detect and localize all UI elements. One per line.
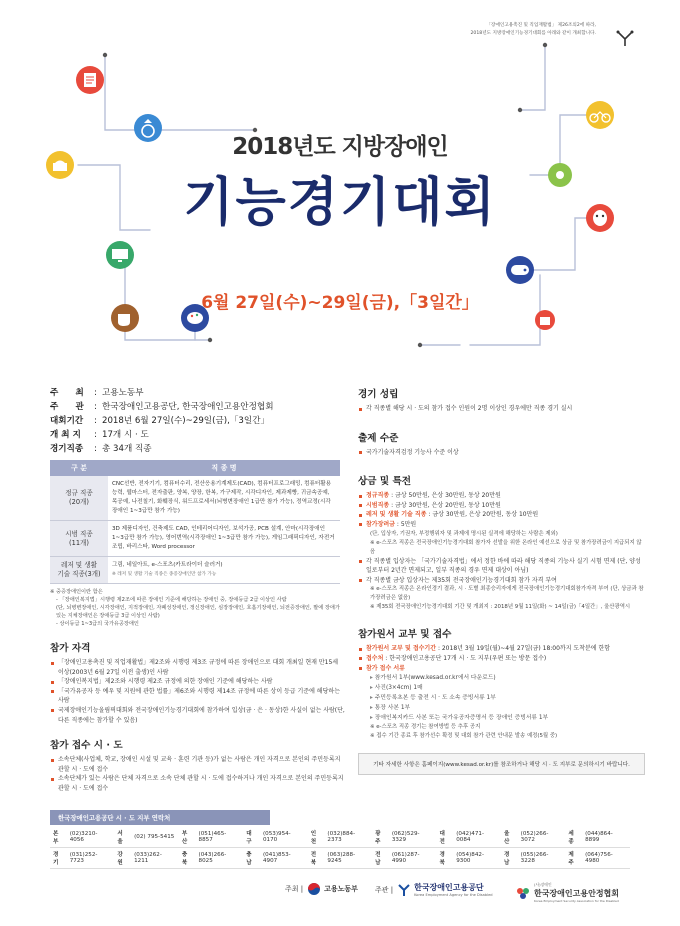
list-item: 국제장애인기능올림픽대회와 전국장애인기능경기대회에 참가하여 입상(금 · 은 · 동상)한 사실이 없는 사람(단, 다른 직종에는 참가할 수 있음) bbox=[50, 706, 345, 725]
left-column bbox=[50, 386, 345, 794]
level-item: 국가기술자격검정 기능사 수준 이상 bbox=[358, 448, 645, 458]
jobs-note: ※ 레저 및 생활 기술 직종은 종증장애인만 참가 가능 bbox=[112, 572, 217, 577]
footer bbox=[0, 870, 680, 910]
contact-region: 광주 bbox=[372, 827, 389, 848]
jobs-table bbox=[50, 460, 340, 584]
contact-phone: (02)3210-4056 bbox=[67, 827, 115, 848]
prize-text: : 금상 30만원, 은상 20만원, 동상 10만원 bbox=[426, 511, 539, 519]
application-item bbox=[358, 644, 645, 654]
contact-region: 경기 bbox=[50, 848, 67, 869]
info-value: 총 34개 직종 bbox=[102, 444, 152, 454]
bag-icon bbox=[535, 310, 555, 330]
list-item: 소속단체(사업체, 학교, 장애인 시설 및 교육 · 훈련 기관 등)가 없는 사람은 개인 자격으로 본인의 주민등록지 관할 시 · 도에 접수 bbox=[50, 755, 345, 774]
prize-sub-note: ※ e-스포츠 직종은 전국장애인기능경기대회 참가자 선발을 위한 온라인 예선으로 상금 및 참가장려금이 지급되지 않음 bbox=[370, 539, 642, 555]
application-item bbox=[358, 664, 645, 674]
venue-title: 참가 접수 시 · 도 bbox=[50, 740, 123, 752]
contact-phone: (053)954-0170 bbox=[260, 827, 308, 848]
triangle-bullet-icon: ▸ bbox=[370, 695, 375, 702]
hero-date: 6월 27일(수)~29일(금),「3일간」 bbox=[201, 293, 479, 313]
contact-phone: (031)252-7723 bbox=[67, 848, 115, 869]
info-row bbox=[50, 428, 345, 442]
prize-sub-note: (단, 입상자, 기권자, 부정행위자 및 과제에 명시된 실격에 해당하는 사람은 제외) bbox=[370, 530, 558, 537]
triangle-bullet-icon: ▸ bbox=[370, 715, 375, 722]
contact-region: 전북 bbox=[308, 848, 325, 869]
info-separator: : bbox=[94, 430, 97, 440]
contact-region: 충북 bbox=[179, 848, 196, 869]
government-emblem-icon bbox=[307, 882, 321, 896]
contact-region: 대전 bbox=[437, 827, 454, 848]
info-key: 경기직종 bbox=[50, 444, 84, 454]
contact-phone: (062)529-3329 bbox=[389, 827, 437, 848]
jobs-names-text: 그림, 네일아트, e-스포츠(카트라이더 슬러거) bbox=[112, 562, 223, 568]
prize-sub-note: ※ e-스포츠 직종은 온라인경기 결과, 시 · 도별 최종승리자에게 전국장애인기능경기대회참가자격 부여 (단, 상금과 참가장려금은 없음) bbox=[370, 586, 644, 602]
contact-phone: (042)471-0084 bbox=[453, 827, 501, 848]
application-note: ※ e-스포츠 직종 경기는 참여방법 등 추후 공지 bbox=[370, 724, 481, 731]
eligibility-title: 참가 자격 bbox=[50, 643, 91, 654]
contact-region: 경북 bbox=[437, 848, 454, 869]
info-row bbox=[50, 442, 345, 456]
contact-region: 부산 bbox=[179, 827, 196, 848]
jobs-names-text: 3D 제품디자인, 건축제도 CAD, 인테리어디자인, 보석가공, PCB 설계, 안마(시각장애인 1~3급만 참가 가능), 영어번역(시각장애인 1~3급만 참가 가능), 게임그래픽디자인, 자전거조립, 바리스타, Word processor bbox=[112, 526, 335, 550]
application-item bbox=[358, 654, 645, 664]
contact-phone: (043)266-8025 bbox=[196, 848, 244, 869]
info-value: 한국장애인고용공단, 한국장애인고용안정협회 bbox=[102, 402, 274, 412]
contact-info-box: 기타 자세한 사항은 홈페이지(www.kesad.or.kr)를 참조하거나 해당 시 · 도 지부로 문의하시기 바랍니다. bbox=[358, 753, 645, 775]
severe-note-item: (단, 뇌병변장애인, 시각장애인, 지적장애인, 자폐성장애인, 정신장애인, 심장장애인, 호흡기장애인, 뇌전증장애인, 팔에 장애가 있는 지체장애인은 장애등급 3급 이상인 사람) bbox=[56, 605, 340, 619]
prize-label: 참가장려금 bbox=[366, 520, 395, 528]
severe-note-item: - 상이등급 1~3급의 국가유공장애인 bbox=[56, 621, 139, 627]
venue-list bbox=[50, 755, 345, 793]
contact-phone: (052)266-3072 bbox=[518, 827, 566, 848]
application-doc bbox=[358, 693, 645, 703]
jobs-category: 정규 직종 (20개) bbox=[50, 476, 108, 521]
prize-label: 시범직종 bbox=[366, 501, 390, 509]
contact-region: 전남 bbox=[372, 848, 389, 869]
application-label: 참가원서 교부 및 접수기간 bbox=[366, 645, 437, 653]
jobs-header-category: 구 분 bbox=[50, 460, 108, 476]
triangle-bullet-icon: ▸ bbox=[370, 705, 375, 712]
prizes-list bbox=[358, 491, 645, 612]
footer-association bbox=[515, 882, 619, 903]
association-logo-icon bbox=[515, 885, 531, 901]
application-doc-text: 주민등록초본 등 출전 시 · 도 소속 증빙서류 1부 bbox=[374, 695, 496, 702]
prize-benefit: 각 직종별 금상 입상자는 제35회 전국장애인기능경기대회 참가 자격 부여 bbox=[358, 576, 645, 586]
info-separator: : bbox=[94, 402, 97, 412]
footer-host bbox=[285, 882, 358, 896]
list-item: 「장애인고용촉진 및 직업재활법」제2조와 시행령 제3조 규정에 따른 장애인으로 대회 개최일 현재 만15세 이상(2003년 6월 27일 이전 출생)인 사람 bbox=[50, 658, 345, 677]
kead-logo-icon bbox=[397, 883, 411, 897]
prize-item bbox=[358, 520, 645, 530]
application-doc-text: 참가원서 1부(www.kesad.or.kr에서 다운로드) bbox=[374, 675, 496, 682]
monitor-icon bbox=[106, 241, 134, 269]
application-doc bbox=[358, 713, 645, 723]
info-value: 2018년 6월 27일(수)~29일(금),「3일간」 bbox=[102, 416, 270, 426]
contact-phone: (02) 795-5415 bbox=[131, 827, 179, 848]
application-doc bbox=[358, 673, 645, 683]
jobs-category: 시범 직종 (11개) bbox=[50, 521, 108, 557]
prize-sub-note: ※ 제35회 전국장애인기능경기대회 기간 및 개최지 : 2018년 9월 11일(화) ~ 14일(금)「4일간」, 울산광역시 bbox=[370, 604, 631, 611]
prizes-title: 상금 및 특전 bbox=[358, 476, 412, 488]
contact-region: 강원 bbox=[114, 848, 131, 869]
application-label: 접수처 bbox=[366, 654, 384, 662]
application-note: ※ 접수 기간 종료 후 참가선수 확정 및 대회 참가 관련 안내문 발송 예정(5월 중) bbox=[370, 733, 558, 740]
prize-item bbox=[358, 491, 645, 501]
info-separator: : bbox=[94, 444, 97, 454]
contact-region: 세종 bbox=[565, 827, 582, 848]
info-value: 17개 시 · 도 bbox=[102, 430, 149, 440]
jobs-names bbox=[108, 476, 340, 521]
hero-subtitle: 2018년도 지방장애인 bbox=[232, 134, 448, 160]
jobs-names-text: CNC선반, 전자기기, 컴퓨터수리, 전산응용기계제도(CAD), 컴퓨터프로그래밍, 컴퓨터활용능력, 웹마스터, 전자출판, 양복, 양장, 한복, 가구제작, 시각디자인, 제과제빵, 귀금속공예, 목공예, 나전칠기, 화훼장식, 워드프로세서(뇌병변장애인 1급만 참가 가능), 정역교정(시각장애인 1~3급만 참가 가능) bbox=[112, 481, 332, 514]
contact-phone: (044)864-8899 bbox=[582, 827, 630, 848]
eligibility-list bbox=[50, 658, 345, 725]
application-list bbox=[358, 644, 645, 741]
contact-phone: (064)756-4980 bbox=[582, 848, 630, 869]
application-label: 참가 접수 서류 bbox=[366, 664, 405, 672]
contacts-table bbox=[50, 827, 630, 869]
application-doc bbox=[358, 683, 645, 693]
document-icon bbox=[76, 66, 104, 94]
info-separator: : bbox=[94, 416, 97, 426]
application-text: : 한국장애인고용공단 17개 시 · 도 지부(우편 또는 방문 접수) bbox=[383, 654, 547, 662]
severe-note-title: ※ 중증장애인이란 함은 bbox=[50, 589, 103, 595]
info-key: 개 최 지 bbox=[50, 430, 81, 440]
contact-phone: (051)465-8857 bbox=[196, 827, 244, 848]
level-title: 출제 수준 bbox=[358, 432, 399, 444]
gamepad-icon bbox=[506, 256, 534, 284]
contest-title: 경기 성립 bbox=[358, 389, 399, 400]
info-separator: : bbox=[94, 388, 97, 398]
info-row bbox=[50, 400, 345, 414]
contact-phone: (033)262-1211 bbox=[131, 848, 179, 869]
footer-org-label: 주관 | bbox=[375, 885, 394, 894]
event-info-list bbox=[50, 386, 345, 456]
jobs-row bbox=[50, 476, 340, 521]
footer-organizer bbox=[375, 882, 493, 897]
prize-label: 레저 및 생활 기술 직종 bbox=[366, 511, 427, 519]
footer-host-name: 고용노동부 bbox=[324, 885, 358, 893]
info-key: 주 관 bbox=[50, 402, 84, 412]
jobs-row bbox=[50, 521, 340, 557]
contest-item: 각 직종별 해당 시 · 도의 참가 접수 인원이 2명 이상인 경우에만 직종 경기 실시 bbox=[358, 404, 645, 414]
application-doc-text: 통장 사본 1부 bbox=[374, 705, 411, 712]
contact-region: 인천 bbox=[308, 827, 325, 848]
footer-host-label: 주최 | bbox=[285, 885, 304, 893]
severe-note-item: - 「장애인복지법」시행령 제2조에 따른 장애인 기준에 해당하는 장애인 중, 장애등급 2급 이상인 사람 bbox=[56, 597, 287, 603]
contacts-title: 한국장애인고용공단 시 · 도 지부 연락처 bbox=[50, 810, 270, 825]
info-row bbox=[50, 414, 345, 428]
contacts-section bbox=[50, 810, 630, 869]
contact-region: 경남 bbox=[501, 848, 518, 869]
prize-benefit: 각 직종별 입상자는 「국가기술자격법」에서 정한 바에 따라 해당 직종의 기능사 실기 시험 면제 (단, 양성일로부터 2년간 면제되고, 일부 직종의 경우 면제 대상이 아님) bbox=[358, 557, 645, 576]
contact-region: 대구 bbox=[243, 827, 260, 848]
jobs-row bbox=[50, 557, 340, 584]
contact-phone: (063)288-9245 bbox=[324, 848, 372, 869]
right-column bbox=[358, 386, 645, 775]
application-text: : 2018년 3월 19일(월)~4월 27일(금) 18:00까지 도착분에 한함 bbox=[436, 645, 611, 653]
application-title: 참가원서 교부 및 접수 bbox=[358, 629, 452, 641]
contact-phone: (041)853-4907 bbox=[260, 848, 308, 869]
prize-item bbox=[358, 510, 645, 520]
triangle-bullet-icon: ▸ bbox=[370, 685, 375, 692]
jobs-category: 레저 및 생활 기술 직종(3개) bbox=[50, 557, 108, 584]
notice-line-2: 2018년도 지방장애인기능경기대회를 아래와 같이 개최합니다. bbox=[470, 31, 596, 36]
list-item: 소속단체가 있는 사람은 단체 자격으로 소속 단체 관할 시 · 도에 접수하거나 개인 자격으로 본인의 주민등록지 관할 시 · 도에 접수 bbox=[50, 774, 345, 793]
application-doc-text: 사진(3×4cm) 1매 bbox=[374, 685, 423, 692]
info-key: 주 최 bbox=[50, 388, 84, 398]
jobs-names bbox=[108, 557, 340, 584]
list-item: 「국가유공자 등 예우 및 지원에 관한 법률」제6조와 시행령 제14조 규정에 따른 상이 등급 기준에 해당하는 사람 bbox=[50, 687, 345, 706]
hero-title: 기능경기대회 bbox=[183, 173, 497, 233]
prize-label: 정규직종 bbox=[366, 492, 390, 500]
contact-region: 서울 bbox=[114, 827, 131, 848]
severe-note bbox=[50, 588, 345, 628]
prize-text: : 5만원 bbox=[394, 520, 417, 528]
prize-item bbox=[358, 501, 645, 511]
footer-org1-en: Korea Employment Agency for the Disabled bbox=[414, 893, 493, 897]
prize-text: : 금상 50만원, 은상 30만원, 동상 20만원 bbox=[389, 492, 501, 500]
application-doc-text: 장애인복지카드 사본 또는 국가유공자증명서 등 장애인 증빙서류 1부 bbox=[374, 715, 549, 722]
footer-org2-en: Korea Employment Security Association for the Disabled bbox=[534, 899, 619, 903]
info-key: 대회기간 bbox=[50, 416, 84, 426]
contact-phone: (055)266-3228 bbox=[518, 848, 566, 869]
footer-org1-name: 한국장애인고용공단 bbox=[414, 883, 484, 892]
footer-org2-small: (사)장애인 bbox=[534, 882, 552, 887]
info-value: 고용노동부 bbox=[102, 388, 144, 398]
bicycle-icon bbox=[586, 101, 614, 129]
info-row bbox=[50, 386, 345, 400]
list-item: 「장애인복지법」제2조와 시행령 제2조 규정에 의한 장애인 기준에 해당하는 사람 bbox=[50, 677, 345, 687]
prize-text: : 금상 30만원, 은상 20만원, 동상 10만원 bbox=[389, 501, 501, 509]
application-doc bbox=[358, 703, 645, 713]
contact-phone: (032)884-2373 bbox=[324, 827, 372, 848]
contacts-row bbox=[50, 848, 630, 869]
jobs-names bbox=[108, 521, 340, 557]
contact-phone: (054)842-9300 bbox=[453, 848, 501, 869]
contact-region: 제주 bbox=[565, 848, 582, 869]
notice-line-1: 「장애인고용촉진 및 직업재활법」 제26조의2에 따라, bbox=[486, 23, 596, 28]
contact-region: 본부 bbox=[50, 827, 67, 848]
contacts-row bbox=[50, 827, 630, 848]
contact-region: 울산 bbox=[501, 827, 518, 848]
jobs-header-names: 직 종 명 bbox=[108, 460, 340, 476]
contact-region: 충남 bbox=[243, 848, 260, 869]
footer-org2-name: 한국장애인고용안정협회 bbox=[534, 889, 620, 898]
triangle-bullet-icon: ▸ bbox=[370, 675, 375, 682]
contact-phone: (061)287-4990 bbox=[389, 848, 437, 869]
